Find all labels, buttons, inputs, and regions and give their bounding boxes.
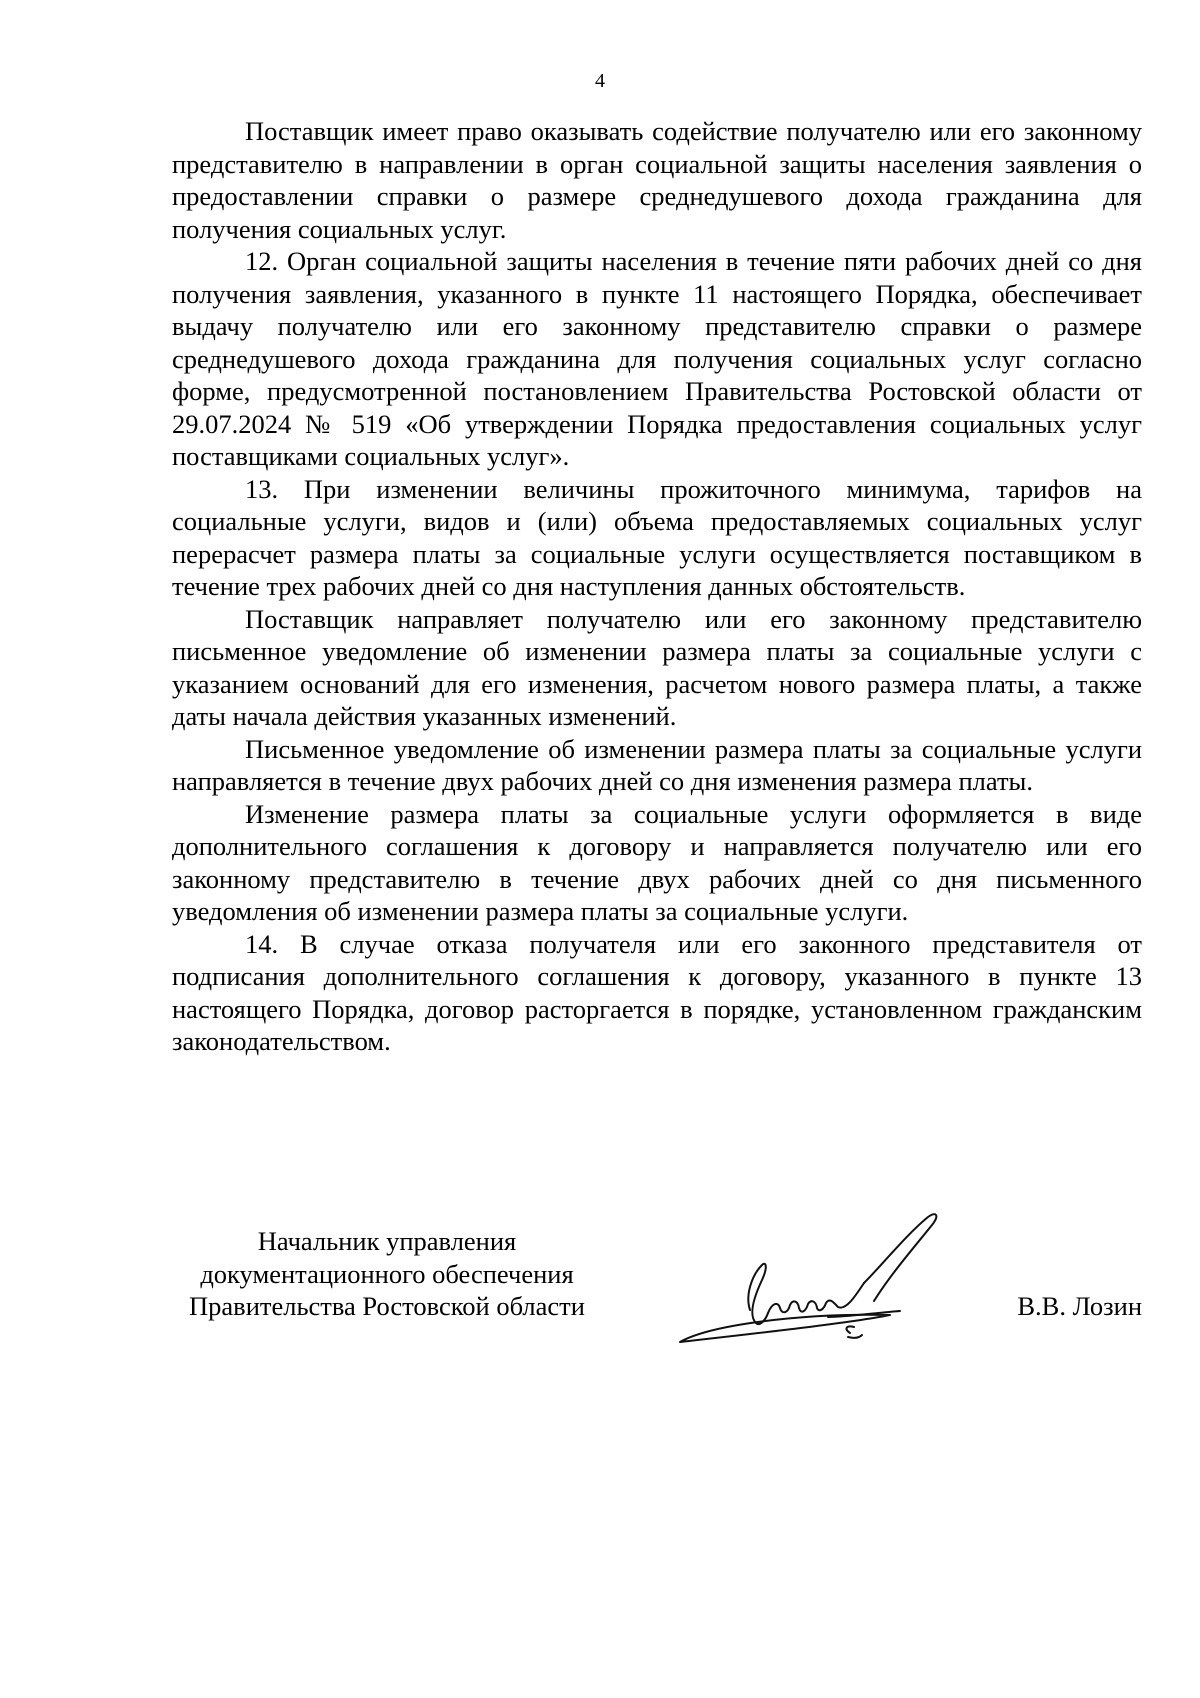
paragraph: Поставщик имеет право оказывать содействие получателю или его законному представителю в направлении в орган социальной защиты населения заявления о предоставлении справки о размере среднедушевого дохода гражданина для получения социальных услуг.: [172, 116, 1142, 244]
signatory-title: [172, 1225, 602, 1323]
handwritten-signature: [650, 1205, 980, 1355]
signatory-name: В.В. Лозин: [1017, 1291, 1142, 1321]
signatory-title-line: Начальник управления: [257, 1226, 517, 1256]
signatory-title-line: Правительства Ростовской области: [189, 1291, 585, 1321]
paragraph: Письменное уведомление об изменении размера платы за социальные услуги направляется в течение двух рабочих дней со дня изменения размера платы.: [172, 733, 1142, 796]
paragraph: Поставщик направляет получателю или его законному представителю письменное уведомление об изменении размера платы за социальные услуги с указанием оснований для его изменения, расчетом нового размера платы, а также даты начала действия указанных изменений.: [172, 603, 1142, 731]
signatory-title-line: документационного обеспечения: [200, 1258, 574, 1289]
paragraph: 12. Орган социальной защиты населения в течение пяти рабочих дней со дня получения заявления, указанного в пункте 11 настоящего Порядка, обеспечивает выдачу получателю или его законному представителю справки о размере среднедушевого дохода гражданина для получения социальных услуг согласно форме, предусмотренной постановлением Правительства Ростовской области от 29.07.2024 № 519 «Об утверждении Порядка предоставления социальных услуг поставщиками социальных услуг».: [172, 246, 1142, 471]
paragraph: 14. В случае отказа получателя или его законного представителя от подписания дополнительного соглашения к договору, указанного в пункте 13 настоящего Порядка, договор расторгается в порядке, установленном гражданским законодательством.: [172, 928, 1142, 1056]
document-body: [172, 115, 1142, 1058]
page-number: 4: [595, 70, 605, 92]
paragraph: 13. При изменении величины прожиточного минимума, тарифов на социальные услуги, видов и (или) объема предоставляемых социальных услуг перерасчет размера платы за социальные услуги осуществляется поставщиком в течение трех рабочих дней со дня наступления данных обстоятельств.: [172, 473, 1142, 601]
paragraph: Изменение размера платы за социальные услуги оформляется в виде дополнительного соглашения к договору и направляется получателю или его законному представителю в течение двух рабочих дней со дня письменного уведомления об изменении размера платы за социальные услуги.: [172, 798, 1142, 926]
